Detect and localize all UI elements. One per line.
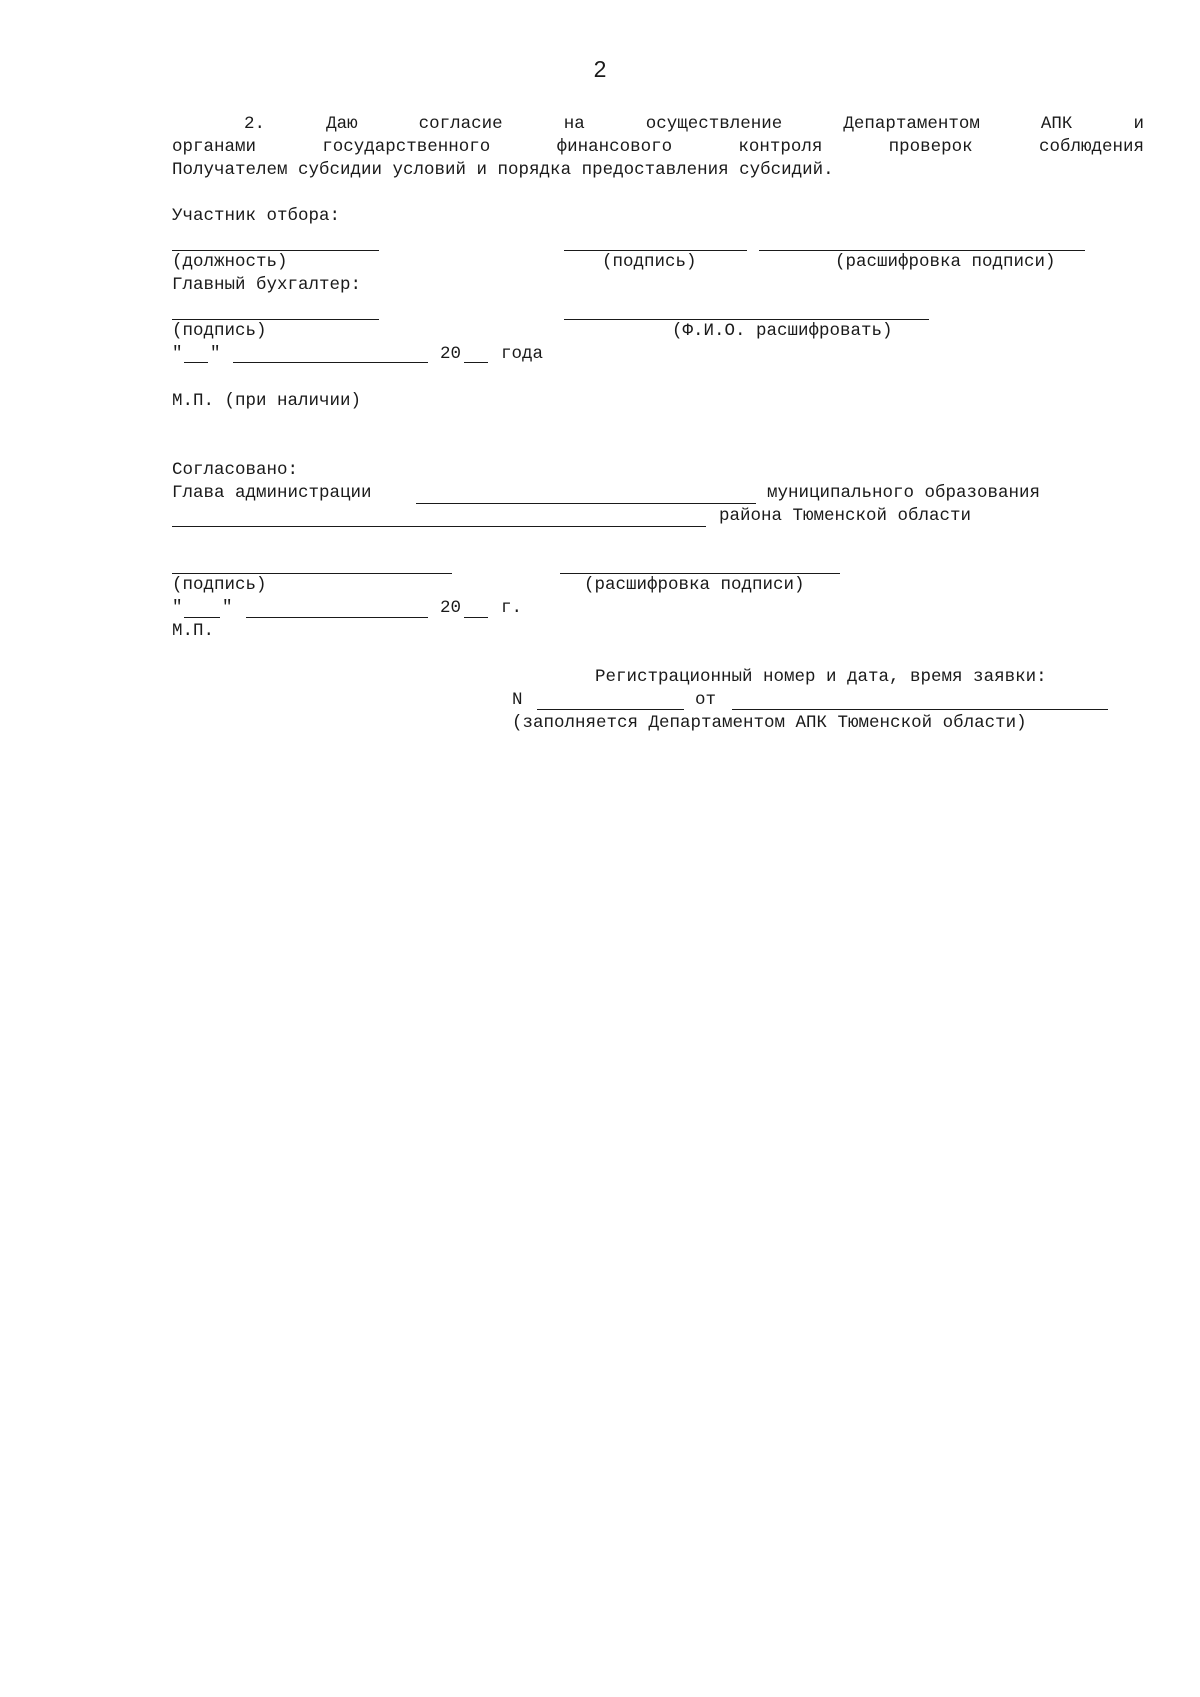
agreed-decoding-caption: (расшифровка подписи) [584,575,805,595]
administration-line [416,503,756,504]
page-number: 2 [593,56,607,82]
consent-word: соблюдения [1038,137,1144,157]
agreed-date-quote-open: " [172,598,183,618]
participant-decoding-caption: (расшифровка подписи) [835,252,1056,272]
date-day-line [184,362,208,363]
accountant-signature-caption: (подпись) [172,321,267,341]
agreed-date-year-suffix: г. [501,598,523,618]
participant-label: Участник отбора: [172,206,341,226]
participant-decoding-line [759,250,1085,251]
registration-label: Регистрационный номер и дата, время заявки: [595,667,1047,687]
head-suffix: муниципального образования [767,483,1041,503]
consent-line-1 [172,114,1144,134]
consent-word: согласие [418,114,503,134]
agreed-date-quote-close: " [222,598,233,618]
consent-line-3: Получателем субсидии условий и порядка предоставления субсидий. [172,160,834,180]
date-month-line [233,362,428,363]
agreed-label: Согласовано: [172,460,299,480]
consent-word: контроля [738,137,823,157]
agreed-signature-line [172,573,452,574]
date-year-suffix: года [501,344,544,364]
agreed-decoding-line [560,573,840,574]
agreed-date-month-line [246,617,428,618]
consent-line-2 [172,137,1144,157]
registration-from-label: от [695,690,717,710]
date-year-prefix: 20 [440,344,462,364]
consent-word: органами [172,137,257,157]
position-line [172,250,379,251]
consent-word: на [563,114,585,134]
consent-word: проверок [888,137,973,157]
accountant-fio-caption: (Ф.И.О. расшифровать) [672,321,893,341]
position-caption: (должность) [172,252,288,272]
consent-word: 2. [244,114,266,134]
accountant-label: Главный бухгалтер: [172,275,362,295]
agreed-signature-caption: (подпись) [172,575,267,595]
date-year-line [464,362,488,363]
date-quote-open: " [172,344,183,364]
participant-signature-line [564,250,747,251]
consent-word: и [1133,114,1144,134]
participant-signature-caption: (подпись) [602,252,697,272]
consent-word: Даю [326,114,358,134]
agreed-date-day-line [184,617,220,618]
stamp-note: М.П. (при наличии) [172,391,362,411]
agreed-date-year-line [464,617,488,618]
registration-note: (заполняется Департаментом АПК Тюменской области) [512,713,1027,733]
consent-word: государственного [322,137,491,157]
accountant-signature-line [172,319,379,320]
agreed-date-year-prefix: 20 [440,598,462,618]
consent-word: АПК [1040,114,1073,134]
consent-word: финансового [556,137,673,157]
date-quote-close: " [210,344,221,364]
consent-word: осуществление [645,114,783,134]
district-suffix: района Тюменской области [719,506,972,526]
registration-number-line [537,709,684,710]
registration-number-prefix: N [512,690,523,710]
accountant-fio-line [564,319,929,320]
head-prefix: Глава администрации [172,483,372,503]
district-line [172,526,706,527]
agreed-stamp: М.П. [172,621,215,641]
registration-date-line [732,709,1108,710]
consent-word: Департаментом [843,114,980,134]
